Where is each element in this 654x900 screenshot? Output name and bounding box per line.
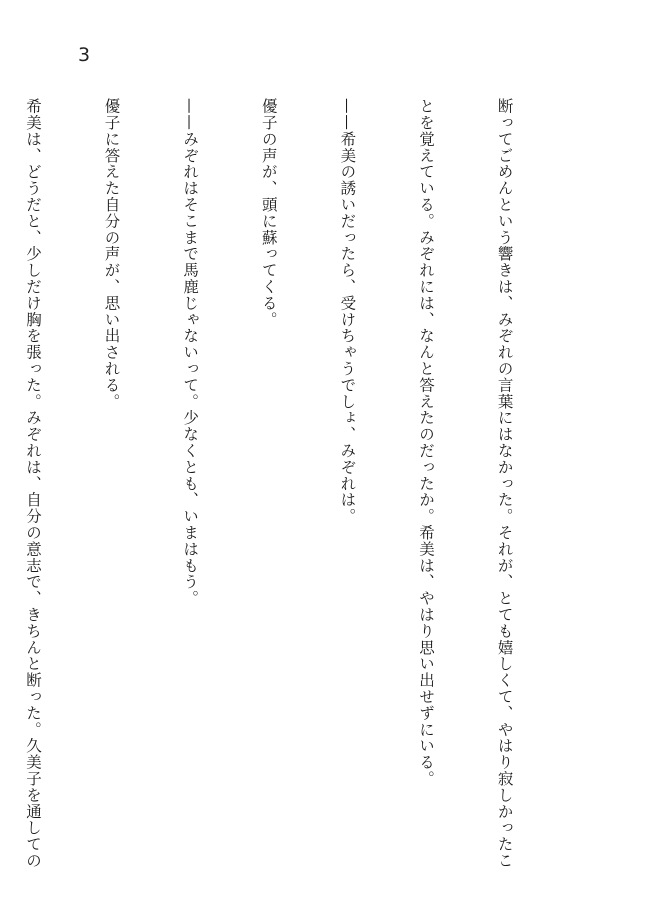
vertical-body-text [23,98,570,869]
page-number: 3 [78,44,91,66]
text-line: 優子に答えた自分の声が、思い出される。 [102,98,121,410]
text-line: とを覚えている。みぞれには、なんと答えたのだったか。希美は、やはり思い出せずにいる。 [416,98,435,787]
text-line: 断ってごめんという響きは、みぞれの言葉にはなかった。それが、とても嬉しくて、やはり寂しかったこ [495,98,514,869]
text-line: 希美は、どうだと、少しだけ胸を張った。みぞれは、自分の意志で、きちんと断った。久美子を通しての [23,98,42,869]
text-line: ——希美の誘いだったら、受けちゃうでしょ、みぞれは。 [338,98,357,525]
text-line: 優子の声が、頭に蘇ってくる。 [259,98,278,328]
text-line: ——みぞれはそこまで馬鹿じゃないって。少なくとも、いまはもう。 [181,98,200,607]
